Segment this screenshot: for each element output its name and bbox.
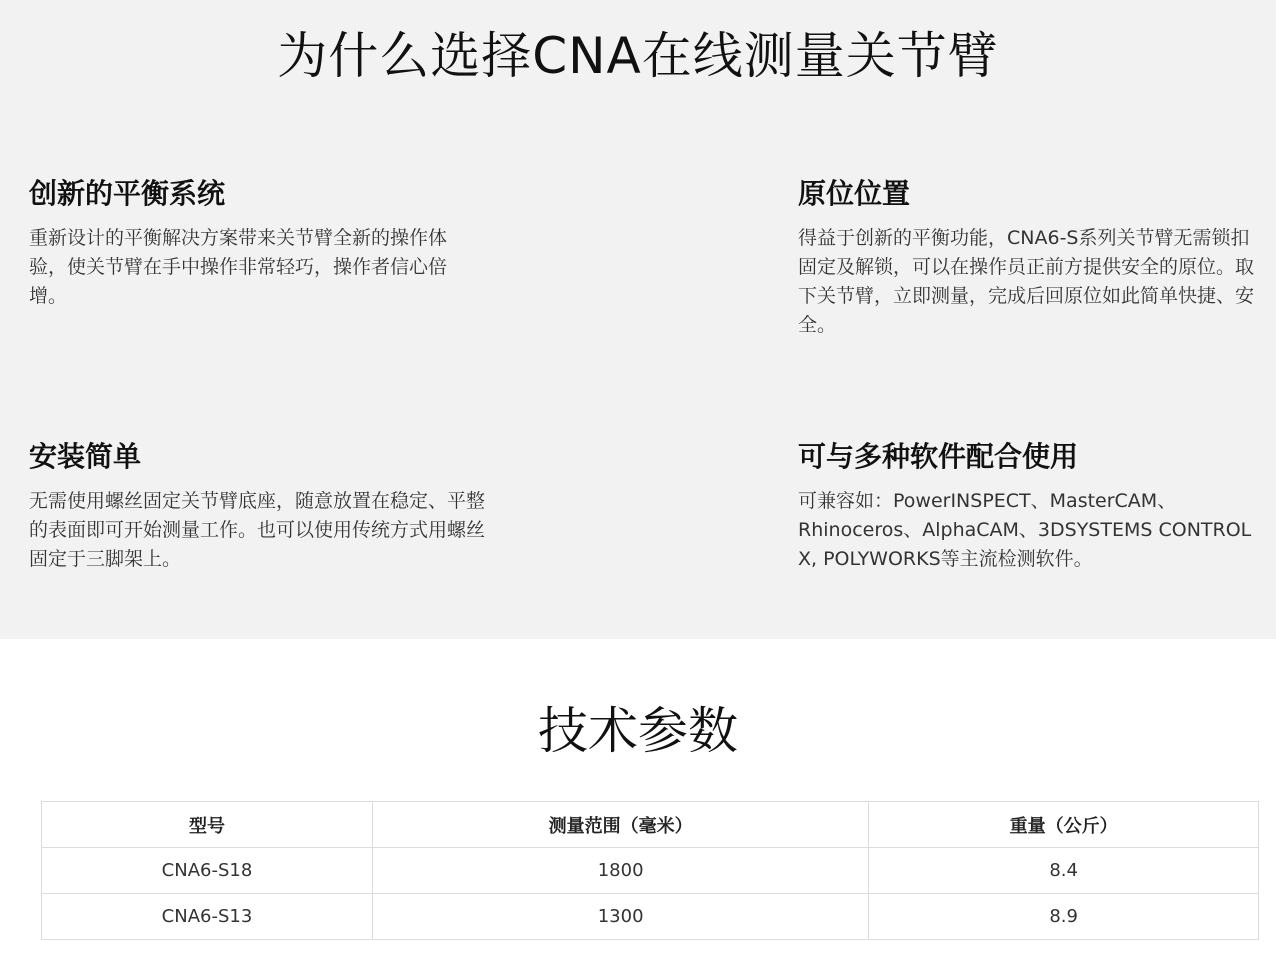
- column-header-weight: 重量（公斤）: [869, 802, 1259, 848]
- feature-balance-system: [29, 176, 479, 311]
- cell-range: 1800: [372, 848, 868, 894]
- table-header-row: [42, 802, 1259, 848]
- feature-title: 原位位置: [798, 177, 911, 210]
- why-choose-title: 为什么选择CNA在线测量关节臂: [277, 27, 999, 85]
- specs-table: [41, 801, 1259, 940]
- feature-description: 无需使用螺丝固定关节臂底座，随意放置在稳定、平整的表面即可开始测量工作。也可以使用传统方式用螺丝固定于三脚架上。: [29, 490, 486, 570]
- table-row: [42, 894, 1259, 940]
- cell-weight: 8.4: [869, 848, 1259, 894]
- cell-model: CNA6-S18: [42, 848, 373, 894]
- column-header-range: 测量范围（毫米）: [372, 802, 868, 848]
- tech-specs-section: [0, 639, 1276, 957]
- feature-title: 安装简单: [29, 440, 142, 473]
- feature-description: 重新设计的平衡解决方案带来关节臂全新的操作体验，使关节臂在手中操作非常轻巧，操作者信心倍增。: [29, 227, 448, 307]
- table-row: [42, 848, 1259, 894]
- cell-range: 1300: [372, 894, 868, 940]
- feature-home-position: [798, 176, 1268, 340]
- cell-model: CNA6-S13: [42, 894, 373, 940]
- feature-description: 可兼容如：PowerINSPECT、MasterCAM、Rhinoceros、AlphaCAM、3DSYSTEMS CONTROL X, POLYWORKS等主流检测软件。: [798, 490, 1252, 570]
- feature-easy-install: [29, 439, 499, 574]
- feature-title: 可与多种软件配合使用: [798, 440, 1079, 473]
- feature-title: 创新的平衡系统: [29, 177, 226, 210]
- feature-description: 得益于创新的平衡功能，CNA6-S系列关节臂无需锁扣固定及解锁，可以在操作员正前方提供安全的原位。取下关节臂，立即测量，完成后回原位如此简单快捷、安全。: [798, 227, 1255, 336]
- column-header-model: 型号: [42, 802, 373, 848]
- cell-weight: 8.9: [869, 894, 1259, 940]
- tech-specs-title: 技术参数: [538, 702, 738, 760]
- feature-software-compat: [798, 439, 1273, 574]
